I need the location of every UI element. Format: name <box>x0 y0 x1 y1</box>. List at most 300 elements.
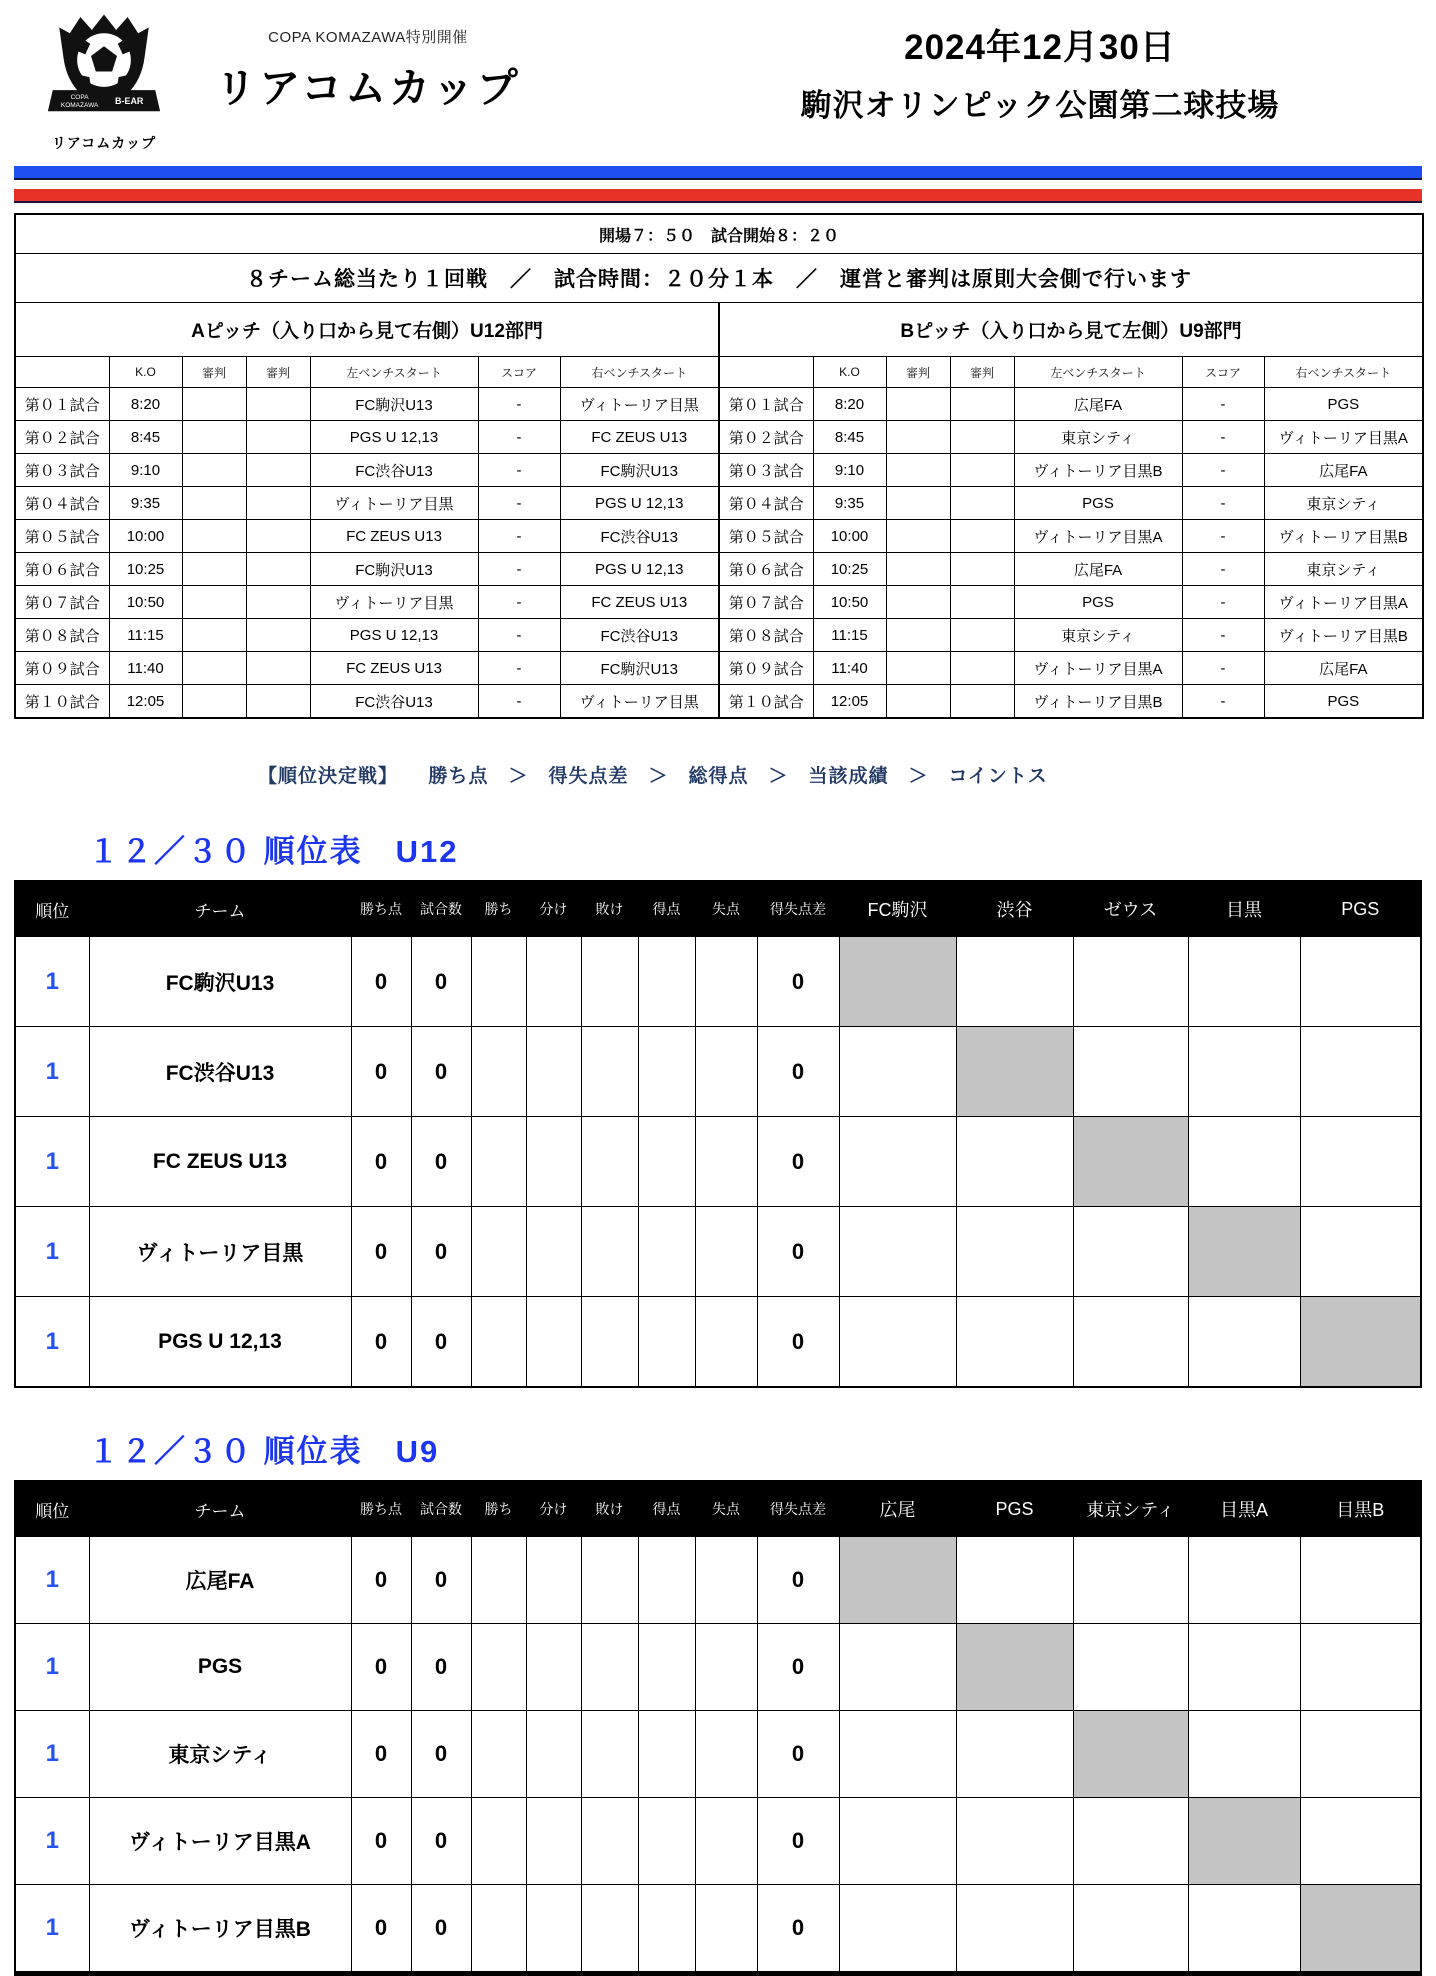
logo-caption: リアコムカップ <box>51 135 157 151</box>
left-team: 東京シティ <box>1014 421 1182 454</box>
left-team: FC渋谷U13 <box>310 454 478 487</box>
referee-cell <box>950 586 1014 619</box>
match-no: 第０６試合 <box>719 553 813 586</box>
draws <box>526 1798 581 1885</box>
matrix-result-cell <box>1188 1885 1300 1974</box>
left-team: PGS U 12,13 <box>310 619 478 652</box>
score: - <box>478 454 560 487</box>
schedule-col-header: 審判 <box>246 357 310 388</box>
games-played: 0 <box>411 1624 471 1711</box>
draws <box>526 937 581 1027</box>
matrix-result-cell <box>839 1117 956 1207</box>
schedule-col-header: 左ベンチスタート <box>310 357 478 388</box>
left-team: PGS U 12,13 <box>310 421 478 454</box>
matrix-result-cell <box>839 1207 956 1297</box>
ko-time: 8:45 <box>813 421 886 454</box>
standings-u12-title: １２／３０ 順位表 U12 <box>88 834 459 869</box>
wins <box>471 1885 526 1974</box>
score: - <box>1182 553 1264 586</box>
referee-cell <box>950 553 1014 586</box>
match-no: 第０９試合 <box>719 652 813 685</box>
referee-cell <box>886 520 950 553</box>
standings-col-header: 失点 <box>695 1481 757 1537</box>
matrix-result-cell <box>956 1798 1073 1885</box>
rank-number: 1 <box>15 1798 89 1885</box>
matrix-result-cell <box>1188 1117 1300 1207</box>
referee-cell <box>182 553 246 586</box>
matrix-result-cell <box>1188 1711 1300 1798</box>
match-no: 第０８試合 <box>15 619 109 652</box>
ko-time: 9:10 <box>109 454 182 487</box>
format-info: ８チーム総当たり１回戦 ／ 試合時間：２０分１本 ／ 運営と審判は原則大会側で行います <box>15 254 1423 303</box>
matrix-result-cell <box>839 1798 956 1885</box>
ranking-rule-note: 【順位決定戦】 勝ち点 ＞ 得失点差 ＞ 総得点 ＞ 当該成績 ＞ コイントス <box>258 766 1048 787</box>
draws <box>526 1711 581 1798</box>
pitch-title-row <box>15 303 1423 357</box>
schedule-columns-row <box>15 357 1423 388</box>
wins <box>471 1117 526 1207</box>
matrix-self-cell <box>839 937 956 1027</box>
referee-cell <box>886 487 950 520</box>
referee-cell <box>246 685 310 719</box>
goals-against <box>695 937 757 1027</box>
rank-number: 1 <box>15 1027 89 1117</box>
goals-for <box>638 1027 695 1117</box>
schedule-col-header: 右ベンチスタート <box>1264 357 1423 388</box>
referee-cell <box>950 520 1014 553</box>
goals-for <box>638 1297 695 1388</box>
matrix-result-cell <box>1300 1027 1421 1117</box>
referee-cell <box>182 421 246 454</box>
goals-against <box>695 1711 757 1798</box>
team-name: PGS U 12,13 <box>89 1297 351 1388</box>
rank-number: 1 <box>15 1537 89 1624</box>
matrix-result-cell <box>839 1711 956 1798</box>
matrix-result-cell <box>956 1885 1073 1974</box>
decorative-stripe-blue <box>14 166 1422 180</box>
points: 0 <box>351 1798 411 1885</box>
referee-cell <box>246 421 310 454</box>
score: - <box>478 487 560 520</box>
matrix-self-cell <box>1073 1711 1188 1798</box>
right-team: ヴィトーリア目黒 <box>560 685 719 719</box>
score: - <box>478 388 560 421</box>
referee-cell <box>246 553 310 586</box>
standings-col-header: チーム <box>89 881 351 937</box>
matrix-result-cell <box>1300 1624 1421 1711</box>
match-row <box>15 619 1423 652</box>
left-team: ヴィトーリア目黒A <box>1014 652 1182 685</box>
schedule-col-header: 審判 <box>886 357 950 388</box>
standings-header-row <box>15 881 1421 937</box>
ko-time: 8:45 <box>109 421 182 454</box>
games-played: 0 <box>411 1117 471 1207</box>
standings-u12-table <box>14 880 1422 1388</box>
match-no: 第０９試合 <box>15 652 109 685</box>
referee-cell <box>950 652 1014 685</box>
score: - <box>478 586 560 619</box>
left-team: ヴィトーリア目黒 <box>310 586 478 619</box>
matrix-result-cell <box>1300 937 1421 1027</box>
schedule-col-header: K.O <box>109 357 182 388</box>
team-name: FC駒沢U13 <box>89 937 351 1027</box>
matrix-result-cell <box>1073 1537 1188 1624</box>
schedule-col-header-blank <box>719 357 813 388</box>
ko-time: 11:15 <box>813 619 886 652</box>
right-team: ヴィトーリア目黒A <box>1264 586 1423 619</box>
points: 0 <box>351 1117 411 1207</box>
ko-time: 12:05 <box>813 685 886 719</box>
schedule-col-header: 審判 <box>182 357 246 388</box>
left-team: 東京シティ <box>1014 619 1182 652</box>
standings-u9-table <box>14 1480 1422 1976</box>
matrix-result-cell <box>1073 1027 1188 1117</box>
standings-col-header: PGS <box>956 1481 1073 1537</box>
score: - <box>478 421 560 454</box>
left-team: PGS <box>1014 586 1182 619</box>
score: - <box>1182 388 1264 421</box>
matrix-result-cell <box>839 1624 956 1711</box>
referee-cell <box>886 619 950 652</box>
ko-time: 9:35 <box>813 487 886 520</box>
ko-time: 10:50 <box>813 586 886 619</box>
left-team: ヴィトーリア目黒A <box>1014 520 1182 553</box>
standings-col-header: 勝ち点 <box>351 1481 411 1537</box>
standings-row <box>15 1537 1421 1624</box>
match-row <box>15 388 1423 421</box>
points: 0 <box>351 1624 411 1711</box>
standings-col-header: 失点 <box>695 881 757 937</box>
score: - <box>1182 685 1264 719</box>
standings-row <box>15 937 1421 1027</box>
schedule-col-header: 左ベンチスタート <box>1014 357 1182 388</box>
match-row <box>15 454 1423 487</box>
score: - <box>1182 652 1264 685</box>
score: - <box>1182 487 1264 520</box>
referee-cell <box>886 421 950 454</box>
matrix-result-cell <box>956 1297 1073 1388</box>
matrix-self-cell <box>956 1027 1073 1117</box>
right-team: FC ZEUS U13 <box>560 421 719 454</box>
games-played: 0 <box>411 1885 471 1974</box>
standings-col-header: 順位 <box>15 881 89 937</box>
open-info: 開場７：５０ 試合開始８：２０ <box>15 214 1423 254</box>
referee-cell <box>886 652 950 685</box>
matrix-self-cell <box>1300 1885 1421 1974</box>
ko-time: 9:10 <box>813 454 886 487</box>
match-no: 第０３試合 <box>15 454 109 487</box>
schedule-col-header: スコア <box>478 357 560 388</box>
ko-time: 10:50 <box>109 586 182 619</box>
goals-for <box>638 1798 695 1885</box>
left-team: ヴィトーリア目黒B <box>1014 454 1182 487</box>
schedule-col-header-blank <box>15 357 109 388</box>
standings-col-header: ゼウス <box>1073 881 1188 937</box>
points: 0 <box>351 1207 411 1297</box>
wins <box>471 1027 526 1117</box>
team-name: 広尾FA <box>89 1537 351 1624</box>
referee-cell <box>246 586 310 619</box>
match-no: 第０５試合 <box>719 520 813 553</box>
score: - <box>478 619 560 652</box>
page-header <box>0 0 1436 162</box>
left-team: FC ZEUS U13 <box>310 520 478 553</box>
games-played: 0 <box>411 1297 471 1388</box>
left-team: ヴィトーリア目黒B <box>1014 685 1182 719</box>
goals-against <box>695 1537 757 1624</box>
pitch-a-title: Aピッチ（入り口から見て右側）U12部門 <box>15 303 719 357</box>
losses <box>581 1117 638 1207</box>
logo-banner-left-line2: KOMAZAWA <box>60 102 99 110</box>
rank-number: 1 <box>15 1624 89 1711</box>
match-no: 第１０試合 <box>719 685 813 719</box>
goals-against <box>695 1798 757 1885</box>
match-no: 第０２試合 <box>719 421 813 454</box>
wins <box>471 1207 526 1297</box>
left-team: PGS <box>1014 487 1182 520</box>
match-no: 第０７試合 <box>719 586 813 619</box>
wins <box>471 1711 526 1798</box>
referee-cell <box>950 685 1014 719</box>
goals-against <box>695 1885 757 1974</box>
standings-col-header: 得点 <box>638 881 695 937</box>
goals-against <box>695 1027 757 1117</box>
games-played: 0 <box>411 1537 471 1624</box>
left-team: FC ZEUS U13 <box>310 652 478 685</box>
standings-row <box>15 1711 1421 1798</box>
rank-number: 1 <box>15 1711 89 1798</box>
score: - <box>1182 421 1264 454</box>
ko-time: 12:05 <box>109 685 182 719</box>
goal-difference: 0 <box>757 1711 839 1798</box>
standings-col-header: 得点 <box>638 1481 695 1537</box>
matrix-self-cell <box>1188 1798 1300 1885</box>
team-name: ヴィトーリア目黒 <box>89 1207 351 1297</box>
score: - <box>1182 454 1264 487</box>
schedule-col-header: K.O <box>813 357 886 388</box>
games-played: 0 <box>411 1711 471 1798</box>
rank-number: 1 <box>15 937 89 1027</box>
referee-cell <box>182 454 246 487</box>
referee-cell <box>950 421 1014 454</box>
standings-col-header: 敗け <box>581 881 638 937</box>
standings-u9-title: １２／３０ 順位表 U9 <box>88 1434 440 1469</box>
left-team: 広尾FA <box>1014 553 1182 586</box>
referee-cell <box>246 520 310 553</box>
left-team: FC駒沢U13 <box>310 553 478 586</box>
right-team: 広尾FA <box>1264 652 1423 685</box>
goal-difference: 0 <box>757 1207 839 1297</box>
standings-col-header: チーム <box>89 1481 351 1537</box>
matrix-result-cell <box>1073 1297 1188 1388</box>
matrix-result-cell <box>839 1885 956 1974</box>
goals-for <box>638 1885 695 1974</box>
score: - <box>1182 586 1264 619</box>
event-date: 2024年12月30日 <box>904 28 1176 67</box>
event-subtitle: COPA KOMAZAWA特別開催 <box>268 29 468 46</box>
logo-banner-right: B-EAR <box>115 95 144 106</box>
ko-time: 11:40 <box>109 652 182 685</box>
standings-col-header: 得失点差 <box>757 1481 839 1537</box>
goals-for <box>638 1711 695 1798</box>
standings-col-header: 得失点差 <box>757 881 839 937</box>
decorative-stripe-red <box>14 189 1422 203</box>
left-team: FC渋谷U13 <box>310 685 478 719</box>
goal-difference: 0 <box>757 1537 839 1624</box>
score: - <box>478 685 560 719</box>
right-team: FC駒沢U13 <box>560 454 719 487</box>
standings-col-header: 目黒 <box>1188 881 1300 937</box>
team-name: 東京シティ <box>89 1711 351 1798</box>
right-team: PGS <box>1264 685 1423 719</box>
right-team: FC駒沢U13 <box>560 652 719 685</box>
matrix-result-cell <box>956 937 1073 1027</box>
goal-difference: 0 <box>757 1624 839 1711</box>
match-no: 第０４試合 <box>719 487 813 520</box>
matrix-result-cell <box>1300 1798 1421 1885</box>
soccer-crest-icon <box>43 8 165 130</box>
left-team: 広尾FA <box>1014 388 1182 421</box>
schedule-col-header: スコア <box>1182 357 1264 388</box>
tournament-logo <box>34 8 174 153</box>
matrix-result-cell <box>839 1027 956 1117</box>
standings-col-header: 目黒A <box>1188 1481 1300 1537</box>
matrix-result-cell <box>1300 1207 1421 1297</box>
wins <box>471 1537 526 1624</box>
standings-col-header: 試合数 <box>411 881 471 937</box>
matrix-result-cell <box>956 1207 1073 1297</box>
team-name: ヴィトーリア目黒A <box>89 1798 351 1885</box>
losses <box>581 1711 638 1798</box>
matrix-result-cell <box>956 1711 1073 1798</box>
standings-row <box>15 1207 1421 1297</box>
match-row <box>15 553 1423 586</box>
left-team: FC駒沢U13 <box>310 388 478 421</box>
rank-number: 1 <box>15 1885 89 1974</box>
referee-cell <box>886 553 950 586</box>
standings-col-header: 東京シティ <box>1073 1481 1188 1537</box>
right-team: PGS <box>1264 388 1423 421</box>
referee-cell <box>950 454 1014 487</box>
matrix-result-cell <box>1073 1207 1188 1297</box>
losses <box>581 1798 638 1885</box>
goals-for <box>638 937 695 1027</box>
standings-col-header: 広尾 <box>839 1481 956 1537</box>
matrix-result-cell <box>1073 1624 1188 1711</box>
points: 0 <box>351 1297 411 1388</box>
match-no: 第０８試合 <box>719 619 813 652</box>
standings-col-header: 勝ち <box>471 1481 526 1537</box>
standings-col-header: 敗け <box>581 1481 638 1537</box>
matrix-result-cell <box>1188 1297 1300 1388</box>
ko-time: 10:25 <box>109 553 182 586</box>
draws <box>526 1117 581 1207</box>
right-team: FC渋谷U13 <box>560 520 719 553</box>
referee-cell <box>182 487 246 520</box>
standings-row <box>15 1027 1421 1117</box>
team-name: FC ZEUS U13 <box>89 1117 351 1207</box>
goal-difference: 0 <box>757 1297 839 1388</box>
matrix-self-cell <box>1073 1117 1188 1207</box>
schedule-col-header: 右ベンチスタート <box>560 357 719 388</box>
match-row <box>15 487 1423 520</box>
draws <box>526 1207 581 1297</box>
losses <box>581 1027 638 1117</box>
referee-cell <box>950 487 1014 520</box>
points: 0 <box>351 937 411 1027</box>
losses <box>581 1297 638 1388</box>
goals-against <box>695 1297 757 1388</box>
right-team: ヴィトーリア目黒A <box>1264 421 1423 454</box>
score: - <box>1182 520 1264 553</box>
standings-col-header: 分け <box>526 881 581 937</box>
match-no: 第０１試合 <box>15 388 109 421</box>
referee-cell <box>886 388 950 421</box>
goal-difference: 0 <box>757 1798 839 1885</box>
rank-number: 1 <box>15 1297 89 1388</box>
ko-time: 10:25 <box>813 553 886 586</box>
ko-time: 8:20 <box>813 388 886 421</box>
standings-header-row <box>15 1481 1421 1537</box>
match-no: 第０２試合 <box>15 421 109 454</box>
standings-row <box>15 1297 1421 1388</box>
losses <box>581 1885 638 1974</box>
team-name: FC渋谷U13 <box>89 1027 351 1117</box>
games-played: 0 <box>411 1207 471 1297</box>
standings-row <box>15 1798 1421 1885</box>
draws <box>526 1624 581 1711</box>
referee-cell <box>246 454 310 487</box>
referee-cell <box>246 487 310 520</box>
referee-cell <box>246 388 310 421</box>
points: 0 <box>351 1711 411 1798</box>
matrix-result-cell <box>1188 1537 1300 1624</box>
goals-against <box>695 1207 757 1297</box>
points: 0 <box>351 1537 411 1624</box>
score: - <box>478 520 560 553</box>
standings-row <box>15 1117 1421 1207</box>
referee-cell <box>886 454 950 487</box>
standings-col-header: 勝ち <box>471 881 526 937</box>
logo-banner-left-line1: COPA <box>70 94 89 102</box>
right-team: PGS U 12,13 <box>560 487 719 520</box>
goal-difference: 0 <box>757 1885 839 1974</box>
right-team: 東京シティ <box>1264 487 1423 520</box>
standings-col-header: 目黒B <box>1300 1481 1421 1537</box>
referee-cell <box>182 520 246 553</box>
goals-against <box>695 1117 757 1207</box>
match-no: 第０３試合 <box>719 454 813 487</box>
goal-difference: 0 <box>757 1117 839 1207</box>
points: 0 <box>351 1885 411 1974</box>
wins <box>471 937 526 1027</box>
score: - <box>1182 619 1264 652</box>
right-team: FC ZEUS U13 <box>560 586 719 619</box>
match-no: 第１０試合 <box>15 685 109 719</box>
matrix-result-cell <box>1073 1798 1188 1885</box>
schedule-col-header: 審判 <box>950 357 1014 388</box>
matrix-self-cell <box>1188 1207 1300 1297</box>
matrix-result-cell <box>956 1537 1073 1624</box>
ko-time: 9:35 <box>109 487 182 520</box>
right-team: ヴィトーリア目黒B <box>1264 619 1423 652</box>
referee-cell <box>182 685 246 719</box>
match-row <box>15 685 1423 719</box>
losses <box>581 937 638 1027</box>
standings-col-header: 順位 <box>15 1481 89 1537</box>
match-row <box>15 586 1423 619</box>
standings-col-header: 勝ち点 <box>351 881 411 937</box>
